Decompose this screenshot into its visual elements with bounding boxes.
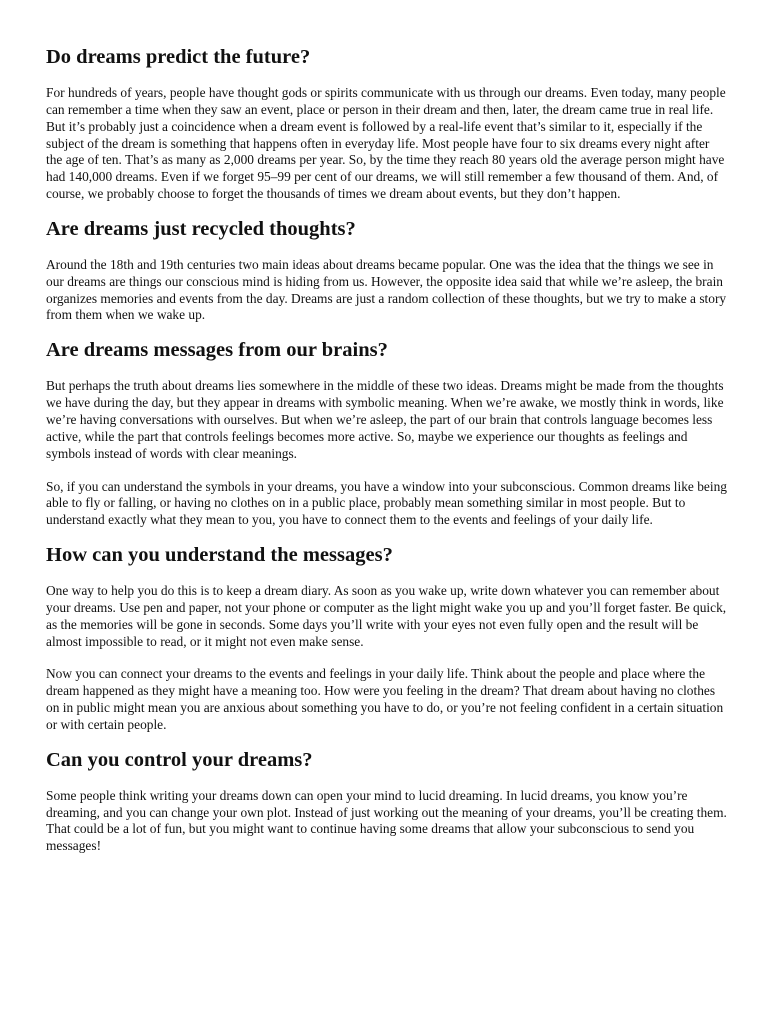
paragraph-control-dreams: Some people think writing your dreams down can open your mind to lucid dreaming. In lucid dreams, you know you’re dreaming, and you can change your own plot. Instead of just working out the meaning of your dreams, you’ll be creating them. That could be a lot of fun, but you might want to continue having some dreams that allow your subconscious to send you messages! <box>46 787 727 854</box>
paragraph-understand-messages-1: One way to help you do this is to keep a dream diary. As soon as you wake up, write down whatever you can remember about your dreams. Use pen and paper, not your phone or computer as the light might wake you up and you’ll forget faster. Be quick, as the memories will be gone in seconds. Some days you’ll write with your eyes not even fully open and the result will be almost impossible to read, or it might not even make sense. <box>46 583 727 649</box>
section-heading-messages-from-brains: Are dreams messages from our brains? <box>46 339 388 362</box>
paragraph-messages-from-brains-1: But perhaps the truth about dreams lies somewhere in the middle of these two ideas. Dreams might be made from the thoughts we have during the day, but they appear in dreams with symbolic meaning. When we’re awake, we mostly think in words, like we’re having conversations with ourselves. But when we’re asleep, the part of our brain that controls language becomes less active, while the part that controls feelings becomes more active. So, maybe we experience our thoughts as feelings and symbols instead of words with clear meanings. <box>46 378 724 461</box>
paragraph-predict-future: For hundreds of years, people have thought gods or spirits communicate with us through our dreams. Even today, many people can remember a time when they saw an event, place or person in their dream and then, later, the dream came true in real life. But it’s probably just a coincidence when a dream event is followed by a real-life event that’s similar to it, especially if the subject of the dream is something that happens often in everyday life. Most people have four to six dreams every night after the age of ten. That’s as many as 2,000 dreams per year. So, by the time they reach 80 years old the average person might have had 140,000 dreams. Even if we forget 95–99 per cent of our dreams, we will still remember a few thousand of them. And, of course, we probably choose to forget the thousands of times we dream about events, but they don’t happen. <box>46 85 726 202</box>
paragraph-understand-messages-2: Now you can connect your dreams to the events and feelings in your daily life. Think about the people and place where the dream happened as they might have a meaning too. How were you feeling in the dream? That dream about having no clothes on in public might mean you are anxious about something you have to do, or you’re not feeling confident in a certain situation or with certain people. <box>46 666 724 732</box>
section-heading-understand-messages: How can you understand the messages? <box>46 544 393 567</box>
section-heading-predict-future: Do dreams predict the future? <box>46 46 311 68</box>
paragraph-recycled-thoughts: Around the 18th and 19th centuries two main ideas about dreams became popular. One was the idea that the things we see in our dreams are things our conscious mind is hiding from us. However, the opposite idea said that while we’re asleep, the brain organizes memories and events from the day. Dreams are just a random collection of these thoughts, but we try to make a story from them when we wake up. <box>46 256 727 323</box>
section-heading-control-dreams: Can you control your dreams? <box>46 748 313 771</box>
paragraph-messages-from-brains-2: So, if you can understand the symbols in your dreams, you have a window into your subconscious. Common dreams like being able to fly or falling, or having no clothes on in a public place, probably mean something similar in most people. But to understand exactly what they mean to you, you have to connect them to the events and feelings of your daily life. <box>46 478 727 528</box>
section-heading-recycled-thoughts: Are dreams just recycled thoughts? <box>46 217 356 240</box>
